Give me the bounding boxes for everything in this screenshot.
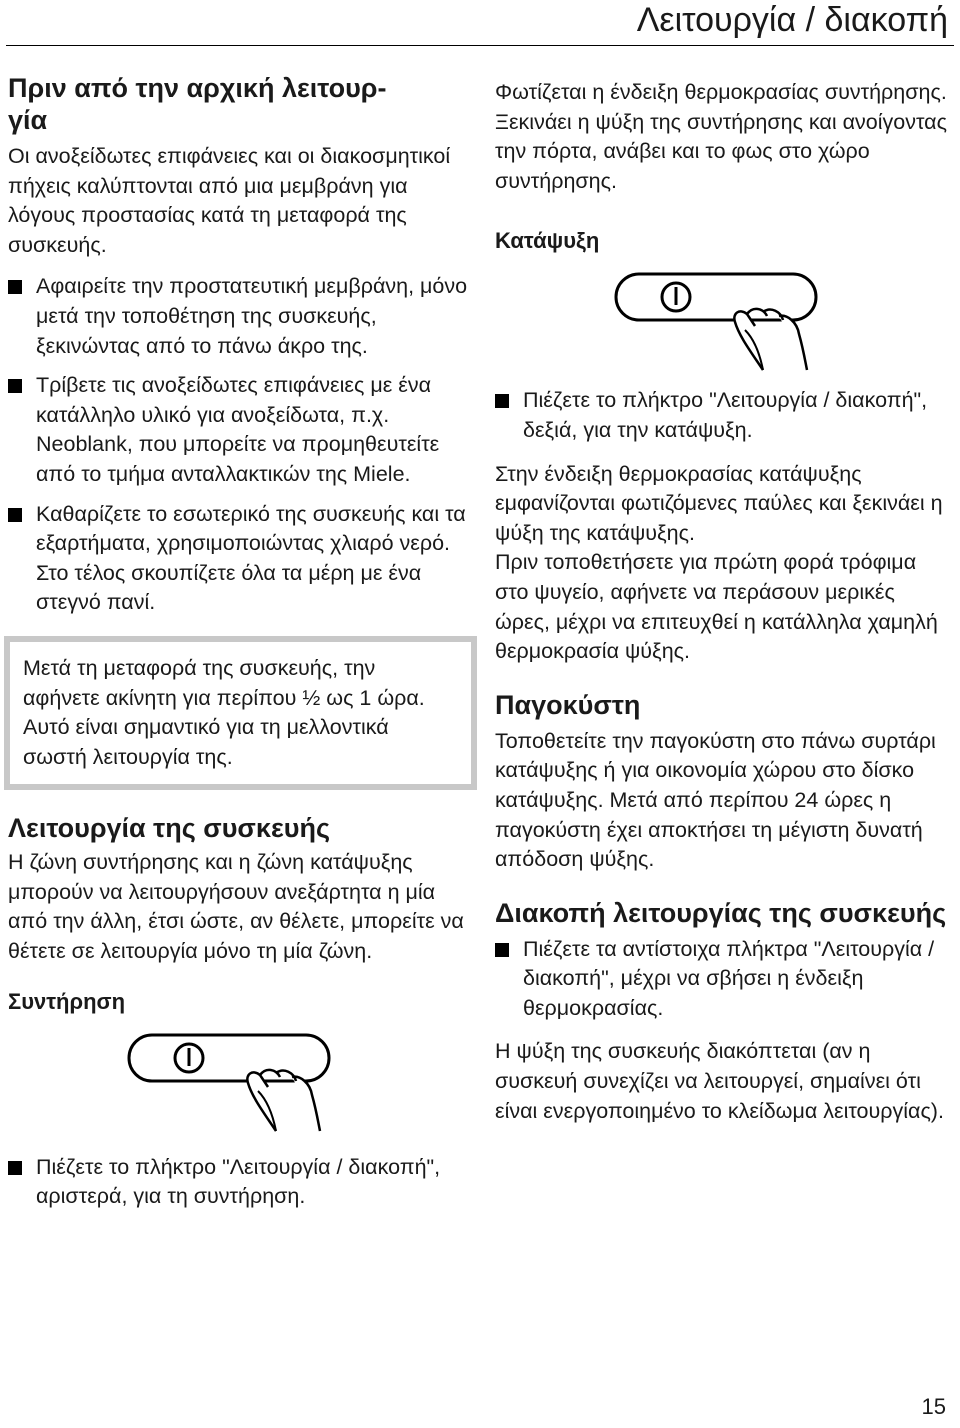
- operation-text: Η ζώνη συντήρησης και η ζώνη κατάψυξης μπορούν να λειτουργήσουν ανεξάρτητα η μία από την άλλη, έτσι ώστε, αν θέλετε, μπορείτε να θέτετε σε λειτουργία μόνο τη μία ζώνη.: [8, 850, 464, 964]
- bullet-square-icon: [8, 280, 22, 294]
- freezer-text-2: Πριν τοποθετήσετε για πρώτη φορά τρόφιμα στο ψυγείο, αφήνετε να περάσουν μερικές ώρες, μέχρι να επιτευχθεί η κατάλληλα χαμηλή θερμοκρασία ψύξης.: [495, 550, 938, 664]
- bullet-text: Τρίβετε τις ανοξείδωτες επιφάνειες με ένα κατάλληλο υλικό για ανοξείδωτα, π.χ. Neoblank, που μπορείτε να προμηθευτείτε από το τμήμα ανταλλακτικών της Miele.: [36, 373, 440, 486]
- before-first-use-list: [8, 272, 468, 618]
- bullet-text: Πιέζετε το πλήκτρο "Λειτουργία / διακοπή", δεξιά, για την κατάψυξη.: [523, 388, 928, 442]
- bullet-text: Πιέζετε τα αντίστοιχα πλήκτρα "Λειτουργία / διακοπή", μέχρι να σβήσει η ένδειξη θερμοκρασίας.: [523, 936, 935, 1020]
- switch-off-list: [495, 935, 955, 1024]
- ice-pack-heading: Παγοκύστη: [495, 689, 641, 720]
- left-column: [8, 72, 468, 1212]
- refrigeration-heading: Συντήρηση: [8, 988, 126, 1014]
- bullet-square-icon: [8, 1161, 22, 1175]
- ice-pack-text: Τοποθετείτε την παγοκύστη στο πάνω συρτάρι κατάψυξης ή για οικονομία χώρου στο δίσκο κατάψυξης. Μετά από περίπου 24 ώρες η παγοκύστη έχει αποκτήσει τη μέγιστη δυνατή απόδοση ψύξης.: [495, 728, 936, 872]
- list-item: [8, 371, 468, 489]
- switch-off-text: Η ψύξη της συσκευής διακόπτεται (αν η συσκευή συνεχίζει να λειτουργεί, σημαίνει ότι είναι ενεργοποιημένο το κλείδωμα λειτουργίας).: [495, 1039, 944, 1123]
- operation-heading: Λειτουργία της συσκευής: [8, 813, 331, 844]
- before-first-use-heading: Πριν από την αρχική λειτουρ- γία: [8, 73, 387, 135]
- freezer-text-1: Στην ένδειξη θερμοκρασίας κατάψυξης εμφανίζονται φωτιζόμενες παύλες και ξεκινάει η ψύξη της κατάψυξης.: [495, 461, 943, 545]
- bullet-text: Αφαιρείτε την προστατευτική μεμβράνη, μόνο μετά την τοποθέτηση της συσκευής, ξεκινώντας από το πάνω άκρο της.: [36, 274, 468, 358]
- list-item: [8, 500, 468, 618]
- refrigeration-result-text: Φωτίζεται η ένδειξη θερμοκρασίας συντήρησης. Ξεκινάει η ψύξη της συντήρησης και ανοίγοντας την πόρτα, ανάβει και το φως στο χώρο συντήρησης.: [495, 80, 947, 193]
- switch-off-heading: Διακοπή λειτουργίας της συσκευής: [495, 897, 947, 928]
- bullet-square-icon: [495, 943, 509, 957]
- bullet-text: Πιέζετε το πλήκτρο "Λειτουργία / διακοπή", αριστερά, για τη συντήρηση.: [36, 1154, 441, 1209]
- page-number: 15: [921, 1394, 946, 1419]
- freezer-heading: Κατάψυξη: [495, 228, 600, 254]
- bullet-square-icon: [8, 508, 22, 522]
- list-item: [495, 935, 955, 1024]
- bullet-square-icon: [495, 394, 509, 408]
- list-item: [8, 1153, 468, 1212]
- note-box: [4, 636, 477, 790]
- before-first-use-intro: Οι ανοξείδωτες επιφάνειες και οι διακοσμητικοί πήχεις καλύπτονται από μια μεμβράνη για λόγους προστασίας κατά τη μεταφορά της συσκευής.: [8, 144, 451, 257]
- freezer-button-illustration: [613, 272, 823, 372]
- bullet-text: Καθαρίζετε το εσωτερικό της συσκευής και τα εξαρτήματα, χρησιμοποιώντας χλιαρό νερό. Στο τέλος σκουπίζετε όλα τα μέρη με ένα στεγνό πανί.: [36, 501, 466, 615]
- list-item: [8, 272, 468, 361]
- bullet-square-icon: [8, 379, 22, 393]
- page-header-title: Λειτουργία / διακοπή: [636, 1, 948, 39]
- refrigeration-list: [8, 1153, 468, 1212]
- freezer-list: [495, 386, 955, 445]
- right-column: [495, 78, 955, 1126]
- refrigeration-button-illustration: [126, 1033, 336, 1133]
- list-item: [495, 386, 955, 445]
- note-text: Μετά τη μεταφορά της συσκευής, την αφήνετε ακίνητη για περίπου ½ ως 1 ώρα. Αυτό είναι σημαντικό για τη μελλοντικά σωστή λειτουργία της.: [23, 655, 425, 769]
- header-rule: [6, 45, 954, 46]
